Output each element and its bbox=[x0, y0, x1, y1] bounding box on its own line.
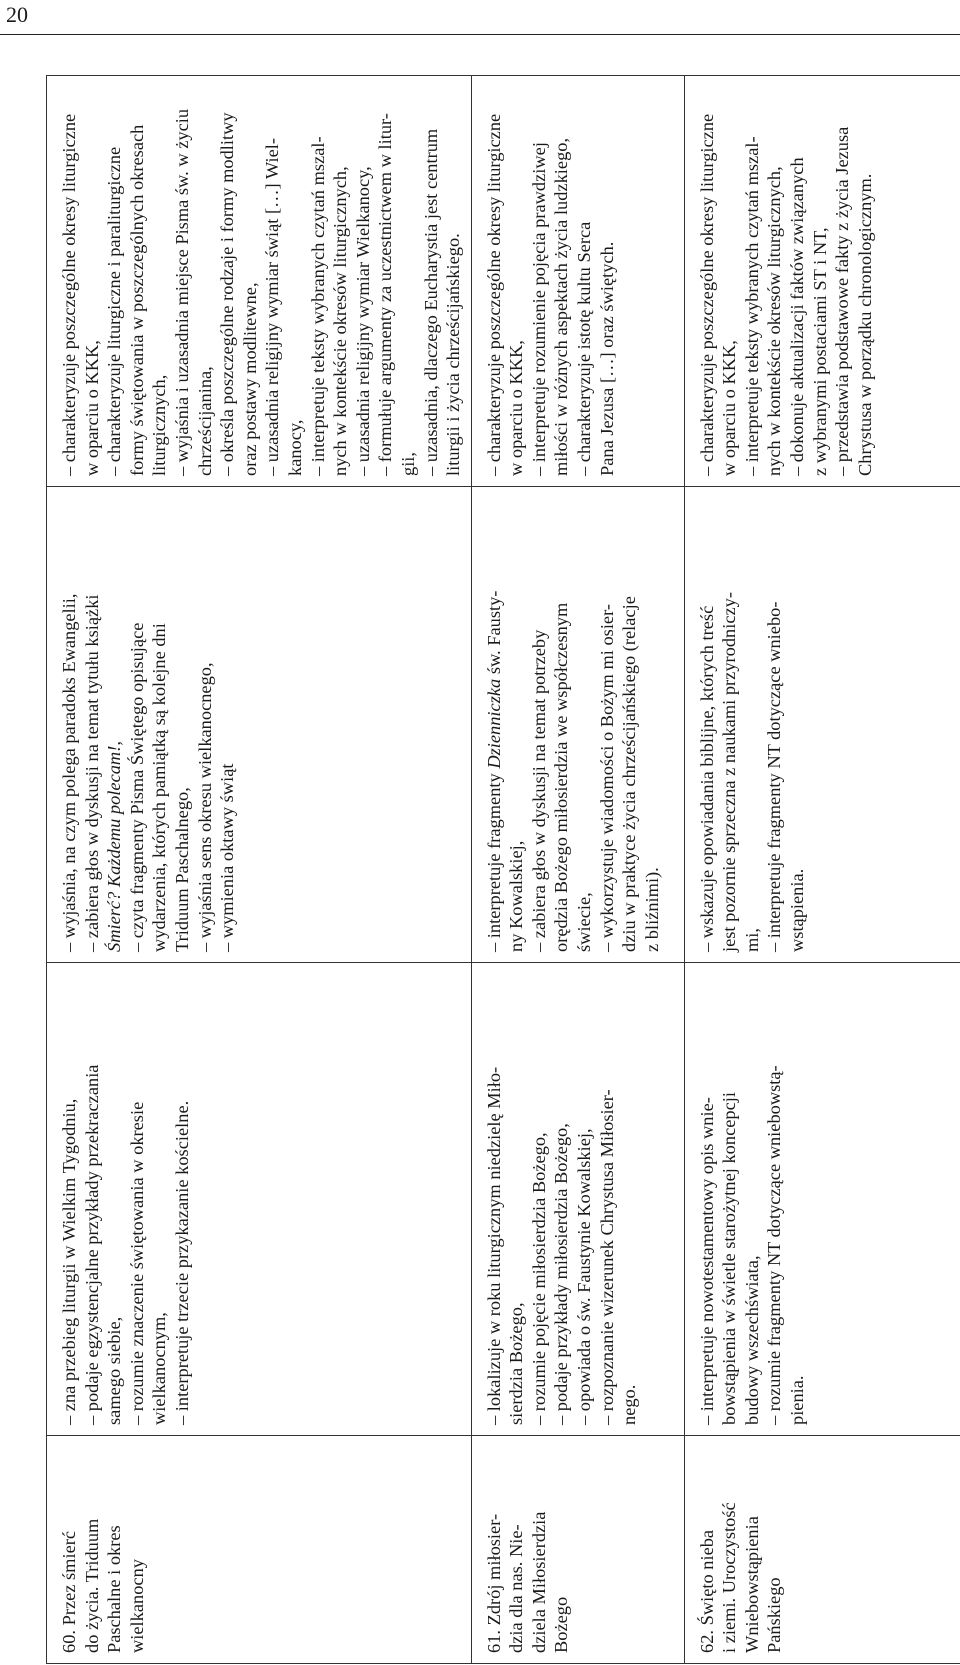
text-line: ny Kowalskiej, bbox=[506, 840, 527, 952]
text-line: z bliźnimi). bbox=[641, 867, 662, 952]
text-line: – wykorzystuje wiadomości o Bożym mi osier- bbox=[596, 604, 617, 952]
topic-cell bbox=[471, 1436, 684, 1664]
text-line: – podaje przykłady miłosierdzia Bożego, bbox=[551, 1123, 572, 1425]
text-line: w oparciu o KKK, bbox=[81, 340, 102, 476]
text-line: nych w kontekście okresów liturgicznych, bbox=[330, 166, 351, 476]
curriculum-table bbox=[46, 76, 908, 1664]
text-line: – dokonuje aktualizacji faktów związanych bbox=[787, 157, 808, 476]
text-line: Triduum Paschalnego, bbox=[171, 787, 192, 952]
text-line: – charakteryzuje poszczególne okresy liturgiczne bbox=[483, 113, 504, 476]
text-line: formy świętowania w poszczególnych okresach bbox=[126, 124, 147, 476]
table-row bbox=[471, 76, 684, 1664]
text-line: 60. Przez śmierć bbox=[59, 1530, 79, 1653]
text-line: – wyjaśnia i uzasadnia miejsce Pisma św. w życiu bbox=[171, 108, 192, 476]
text-line: – zabiera głos w dyskusji na temat potrzeby bbox=[528, 629, 549, 952]
text-line: 62. Święto nieba bbox=[696, 1529, 717, 1653]
text-line: – interpretuje teksty wybranych czytań mszal- bbox=[741, 136, 762, 476]
text-line: liturgii i życia chrześcijańskiego. bbox=[443, 233, 464, 476]
page-number: 20 bbox=[6, 2, 28, 27]
text-line: miłości w różnych aspektach życia ludzkiego, bbox=[551, 137, 572, 476]
text-line: pienia. bbox=[787, 1375, 808, 1425]
text-line: w oparciu o KKK, bbox=[719, 340, 740, 476]
text-line: – uzasadnia religijny wymiar Wielkanocy, bbox=[352, 166, 373, 476]
text-line: nego. bbox=[619, 1384, 640, 1425]
text-line: sierdzia Bożego, bbox=[506, 1302, 527, 1425]
text-line: – interpretuje rozumienie pojęcia prawdziwej bbox=[528, 142, 549, 476]
text-line: Pańskiego bbox=[764, 1577, 785, 1653]
requirements-extended-cell bbox=[471, 487, 684, 963]
text-line: budowy wszechświata, bbox=[741, 1255, 762, 1425]
text-line: Wniebowstąpienia bbox=[741, 1516, 762, 1653]
text-line: – wskazuje opowiadania biblijne, których treść bbox=[696, 605, 717, 952]
text-line: – interpretuje nowotestamentowy opis wnie- bbox=[696, 1097, 717, 1425]
text-line: samego siebie, bbox=[104, 1316, 125, 1425]
text-line: – uzasadnia religijny wymiar świąt […] Wiel- bbox=[262, 137, 283, 476]
text-line bbox=[103, 495, 126, 952]
topic-cell bbox=[684, 1436, 960, 1664]
requirements-basic-cell bbox=[684, 963, 960, 1436]
text-line: – wyjaśnia, na czym polega paradoks Ewangelii, bbox=[59, 593, 79, 952]
text-line: – czyta fragmenty Pisma Świętego opisujące bbox=[126, 622, 147, 952]
text-line: – wyjaśnia sens okresu wielkanocnego, bbox=[194, 662, 215, 952]
text-line: oraz postawy modlitewne, bbox=[239, 282, 260, 476]
text-line: Pana Jezusa […] oraz świętych. bbox=[596, 241, 617, 476]
text-line: – uzasadnia, dlaczego Eucharystia jest centrum bbox=[420, 128, 441, 476]
text-line: mi, bbox=[741, 927, 762, 952]
text-line: wydarzenia, których pamiątką są kolejne dni bbox=[149, 623, 170, 952]
curriculum-core-cell bbox=[471, 76, 684, 487]
text-line: – charakteryzuje istotę kultu Serca bbox=[574, 221, 595, 476]
requirements-extended-cell bbox=[47, 487, 472, 963]
text-line: – rozumie fragmenty NT dotyczące wniebowstą- bbox=[764, 1065, 785, 1425]
text-line: dziu w praktyce życia chrześcijańskiego (relacje bbox=[619, 596, 640, 952]
text-line: Paschalne i okres bbox=[104, 1525, 125, 1653]
text-line: z wybranymi postaciami ST i NT, bbox=[809, 227, 830, 476]
text-line: gii, bbox=[397, 451, 418, 476]
text-line: – lokalizuje w roku liturgicznym niedzielę Miło- bbox=[483, 1066, 504, 1425]
book-title: Dzienniczka bbox=[483, 678, 504, 769]
text-line: wielkanocnym, bbox=[149, 1312, 170, 1425]
table-row bbox=[684, 76, 960, 1664]
text-line: liturgicznych, bbox=[149, 374, 170, 476]
text-line: – rozumie pojęcie miłosierdzia Bożego, bbox=[528, 1132, 549, 1425]
text-line: – formułuje argumenty za uczestnictwem w litur- bbox=[375, 113, 396, 476]
text-line: – opowiada o św. Faustynie Kowalskiej, bbox=[574, 1128, 595, 1425]
text-line: dziela Miłosierdzia bbox=[528, 1511, 549, 1653]
text-line: – interpretuje teksty wybranych czytań mszal- bbox=[307, 136, 328, 476]
text-line: kanocy, bbox=[284, 419, 305, 476]
text-line: dzia dla nas. Nie- bbox=[506, 1524, 527, 1653]
text-line: – zabiera głos w dyskusji na temat tytułu książki bbox=[81, 594, 102, 952]
text-line: orędzia Bożego miłosierdzia we współczesnym bbox=[551, 602, 572, 952]
curriculum-core-cell bbox=[684, 76, 960, 487]
text-line: – podaje egzystencjalne przykłady przekraczania bbox=[81, 1064, 102, 1425]
text-line: chrześcijanina, bbox=[194, 366, 215, 476]
text-line: do życia. Triduum bbox=[81, 1518, 102, 1653]
text-line: – charakteryzuje poszczególne okresy liturgiczne bbox=[696, 113, 717, 476]
text-line: nych w kontekście okresów liturgicznych, bbox=[764, 166, 785, 476]
text-line: Bożego bbox=[551, 1596, 572, 1653]
text-line: – rozpoznanie wizerunek Chrystusa Miłosier- bbox=[596, 1089, 617, 1425]
book-title: Śmierć? Każdemu polecam!, bbox=[104, 741, 125, 952]
requirements-basic-cell bbox=[47, 963, 472, 1436]
text-line: – interpretuje trzecie przykazanie kościelne. bbox=[171, 1100, 192, 1425]
text-line: – interpretuje fragmenty NT dotyczące wniebo- bbox=[764, 601, 785, 952]
text-line: – zna przebieg liturgii w Wielkim Tygodniu, bbox=[59, 1098, 79, 1425]
text-line: bowstąpienia w świetle starożytnej koncepcji bbox=[719, 1092, 740, 1425]
table-row bbox=[47, 76, 472, 1664]
text-line: – charakteryzuje poszczególne okresy liturgiczne bbox=[59, 113, 79, 476]
text-line: Chrystusa w porządku chronologicznym. bbox=[854, 173, 875, 476]
text-line: – określa poszczególne rodzaje i formy modlitwy bbox=[217, 112, 238, 476]
text-line: – wymienia oktawy świąt bbox=[217, 763, 238, 952]
text-line: – rozumie znaczenie świętowania w okresie bbox=[126, 1101, 147, 1425]
requirements-extended-cell bbox=[684, 487, 960, 963]
text-line: i ziemi. Uroczystość bbox=[719, 1502, 740, 1653]
text-line: – przedstawia podstawowe fakty z życia Jezusa bbox=[832, 126, 853, 476]
header-rule bbox=[0, 34, 960, 35]
text-line: wstąpienia. bbox=[787, 868, 808, 952]
topic-cell bbox=[47, 1436, 472, 1664]
text-line: świecie, bbox=[574, 892, 595, 952]
text-line: 61. Zdrój miłosier- bbox=[483, 1513, 504, 1653]
text-line: w oparciu o KKK, bbox=[506, 340, 527, 476]
text-line: – interpretuje fragmenty Dzienniczka św. Fausty- bbox=[483, 590, 504, 952]
text-line: jest pozornie sprzeczna z naukami przyrodniczy- bbox=[719, 592, 740, 952]
curriculum-core-cell bbox=[47, 76, 472, 487]
text-line: – charakteryzuje liturgiczne i paraliturgiczne bbox=[104, 146, 125, 476]
requirements-basic-cell bbox=[471, 963, 684, 1436]
text-line: wielkanocny bbox=[126, 1559, 147, 1653]
